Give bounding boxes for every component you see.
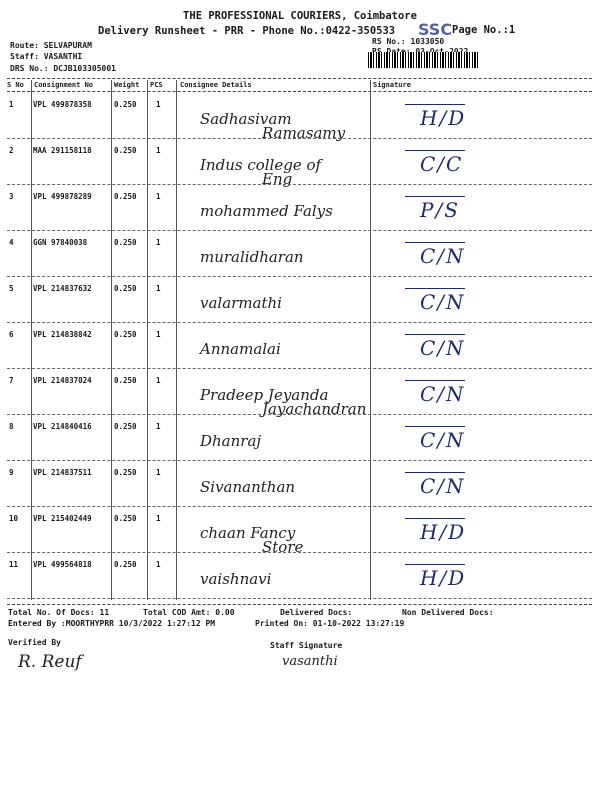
- signature-stroke: [405, 104, 465, 105]
- row-separator: [7, 552, 592, 553]
- row-consignment: VPL 499564818: [33, 560, 92, 569]
- row-consignee: Dhanraj: [200, 432, 262, 450]
- page-number: Page No.:1: [452, 24, 516, 36]
- entered-by: Entered By :MOORTHYPRR 10/3/2022 1:27:12 PM: [8, 619, 216, 628]
- row-consignee-line2: Eng: [262, 170, 293, 188]
- col-consignment: Consignment No: [34, 81, 94, 89]
- row-signature: C/N: [420, 474, 466, 498]
- row-separator: [7, 322, 592, 323]
- row-consignment: VPL 214837511: [33, 468, 92, 477]
- barcode: [368, 52, 480, 68]
- col-divider: [176, 80, 177, 600]
- row-weight: 0.250: [114, 468, 137, 477]
- row-signature: C/N: [420, 290, 466, 314]
- row-pcs: 1: [156, 100, 161, 109]
- signature-stroke: [405, 518, 465, 519]
- signature-stroke: [405, 196, 465, 197]
- row-consignee: vaishnavi: [200, 570, 272, 588]
- row-consignment: GGN 97840038: [33, 238, 88, 247]
- verifier-signature: R. Reuf: [18, 652, 82, 672]
- col-divider: [31, 80, 32, 600]
- row-separator: [7, 368, 592, 369]
- signature-stroke: [405, 426, 465, 427]
- row-consignment: VPL 499878289: [33, 192, 92, 201]
- row-consignee: mohammed Falys: [200, 202, 333, 220]
- row-consignee: valarmathi: [200, 294, 282, 312]
- company-title: THE PROFESSIONAL COURIERS, Coimbatore: [183, 10, 417, 22]
- row-consignment: MAA 291158118: [33, 146, 92, 155]
- row-pcs: 1: [156, 376, 161, 385]
- row-sno: 6: [9, 330, 14, 339]
- row-signature: C/N: [420, 336, 466, 360]
- route: Route: SELVAPURAM: [10, 41, 92, 50]
- staff-signature-label: Staff Signature: [270, 641, 343, 650]
- row-consignee: chaan Fancy: [200, 524, 296, 542]
- row-sno: 7: [9, 376, 14, 385]
- row-signature: C/N: [420, 244, 466, 268]
- total-docs: Total No. Of Docs: 11: [8, 608, 110, 617]
- total-cod: Total COD Amt: 0.00: [143, 608, 235, 617]
- footer-rule: [7, 604, 592, 605]
- row-pcs: 1: [156, 514, 161, 523]
- col-consignee: Consignee Details: [180, 81, 252, 89]
- row-signature: C/N: [420, 382, 466, 406]
- row-consignee: Pradeep Jeyanda: [200, 386, 329, 404]
- col-divider: [147, 80, 148, 600]
- row-weight: 0.250: [114, 146, 137, 155]
- row-consignee: Sadhasivam: [200, 110, 292, 128]
- row-sno: 10: [9, 514, 19, 523]
- row-weight: 0.250: [114, 422, 137, 431]
- col-signature: Signature: [373, 81, 411, 89]
- row-weight: 0.250: [114, 238, 137, 247]
- non-delivered-docs: Non Delivered Docs:: [402, 608, 494, 617]
- signature-stroke: [405, 472, 465, 473]
- row-separator: [7, 276, 592, 277]
- row-consignment: VPL 214840416: [33, 422, 92, 431]
- row-consignment: VPL 214837024: [33, 376, 92, 385]
- row-consignee: Indus college of: [200, 156, 322, 174]
- col-divider: [111, 80, 112, 600]
- row-weight: 0.250: [114, 330, 137, 339]
- row-sno: 4: [9, 238, 14, 247]
- row-consignment: VPL 499878358: [33, 100, 92, 109]
- row-consignee-line2: Ramasamy: [262, 124, 346, 142]
- row-consignee: Sivananthan: [200, 478, 296, 496]
- printed-on: Printed On: 01-10-2022 13:27:19: [255, 619, 405, 628]
- row-consignee: Annamalai: [200, 340, 281, 358]
- row-weight: 0.250: [114, 192, 137, 201]
- signature-stroke: [405, 242, 465, 243]
- row-separator: [7, 506, 592, 507]
- row-weight: 0.250: [114, 284, 137, 293]
- row-separator: [7, 138, 592, 139]
- row-sno: 2: [9, 146, 14, 155]
- row-consignment: VPL 215402449: [33, 514, 92, 523]
- row-separator: [7, 414, 592, 415]
- signature-stroke: [405, 334, 465, 335]
- row-separator: [7, 598, 592, 599]
- row-signature: H/D: [420, 106, 467, 130]
- rs-number: RS No.: 1033050: [372, 37, 445, 46]
- col-sno: S No: [7, 81, 24, 89]
- signature-stroke: [405, 380, 465, 381]
- verified-by-label: Verified By: [8, 638, 61, 647]
- row-pcs: 1: [156, 422, 161, 431]
- row-weight: 0.250: [114, 560, 137, 569]
- row-pcs: 1: [156, 560, 161, 569]
- row-consignee: muralidharan: [200, 248, 304, 266]
- col-pcs: PCS: [150, 81, 163, 89]
- header-top-rule: [7, 78, 592, 79]
- row-weight: 0.250: [114, 100, 137, 109]
- row-consignee-line2: Jayachandran: [262, 400, 367, 418]
- col-weight: Weight: [114, 81, 140, 89]
- row-pcs: 1: [156, 192, 161, 201]
- row-pcs: 1: [156, 146, 161, 155]
- row-weight: 0.250: [114, 376, 137, 385]
- drs-number: DRS No.: DCJB103305001: [10, 64, 116, 73]
- row-signature: H/D: [420, 520, 467, 544]
- row-sno: 11: [9, 560, 19, 569]
- header-bottom-rule: [7, 91, 592, 92]
- office-stamp: SSC: [418, 20, 453, 39]
- row-pcs: 1: [156, 468, 161, 477]
- col-divider: [370, 80, 371, 600]
- row-signature: H/D: [420, 566, 467, 590]
- row-consignment: VPL 214837632: [33, 284, 92, 293]
- row-separator: [7, 184, 592, 185]
- row-separator: [7, 230, 592, 231]
- row-signature: C/C: [420, 152, 464, 176]
- row-pcs: 1: [156, 330, 161, 339]
- row-pcs: 1: [156, 238, 161, 247]
- row-pcs: 1: [156, 284, 161, 293]
- row-sno: 9: [9, 468, 14, 477]
- row-sno: 1: [9, 100, 14, 109]
- row-sno: 3: [9, 192, 14, 201]
- signature-stroke: [405, 288, 465, 289]
- row-sno: 5: [9, 284, 14, 293]
- row-sno: 8: [9, 422, 14, 431]
- row-consignment: VPL 214838842: [33, 330, 92, 339]
- staff-signature: vasanthi: [282, 654, 338, 669]
- row-signature: C/N: [420, 428, 466, 452]
- row-weight: 0.250: [114, 514, 137, 523]
- runsheet-subtitle: Delivery Runsheet - PRR - Phone No.:0422-350533: [98, 25, 396, 37]
- row-separator: [7, 460, 592, 461]
- delivered-docs: Delivered Docs:: [280, 608, 353, 617]
- row-consignee-line2: Store: [262, 538, 304, 556]
- signature-stroke: [405, 150, 465, 151]
- staff: Staff: VASANTHI: [10, 52, 83, 61]
- signature-stroke: [405, 564, 465, 565]
- row-signature: P/S: [420, 198, 460, 222]
